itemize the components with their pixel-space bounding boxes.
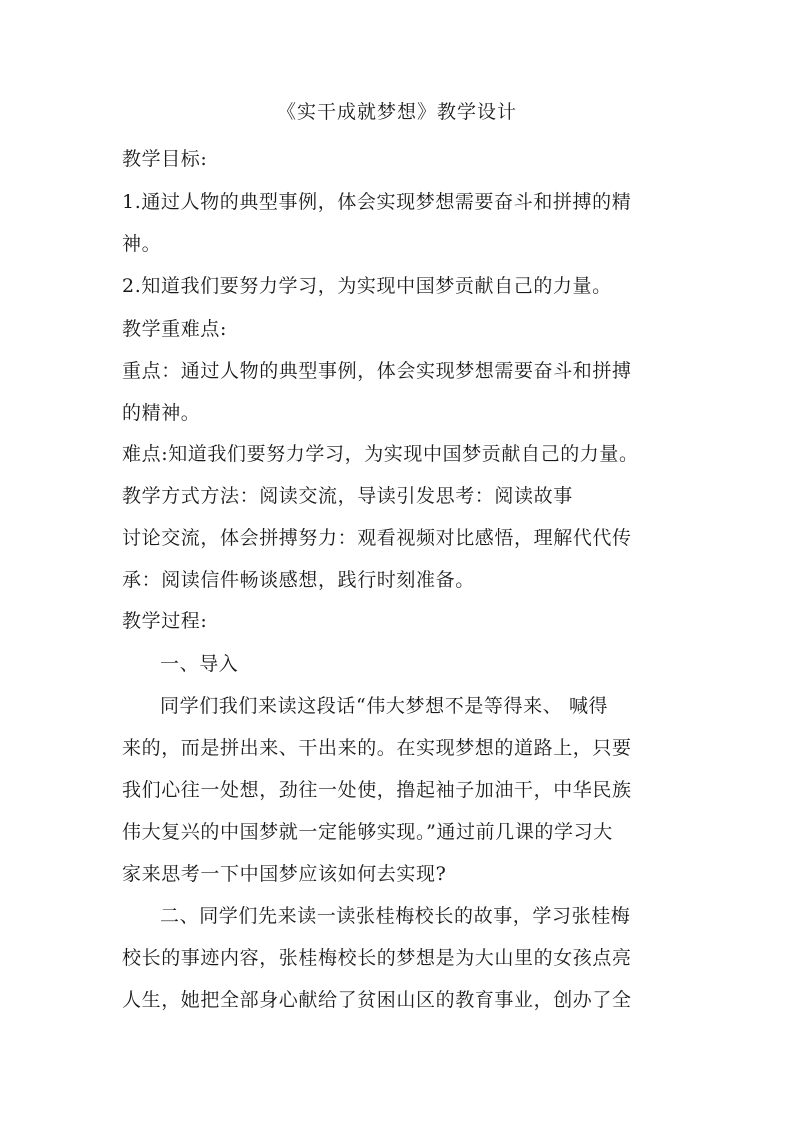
paragraph-line: 1.通过人物的典型事例，体会实现梦想需要奋斗和拼搏的精 — [122, 191, 632, 213]
paragraph-line: 讨论交流，体会拼搏努力：观看视频对比感悟，理解代代传 — [122, 527, 632, 549]
paragraph-line: 二、同学们先来读一读张桂梅校长的故事，学习张桂梅 — [160, 905, 631, 927]
paragraph-line: 的精神。 — [122, 402, 201, 424]
paragraph-line: 难点:知道我们要努力学习，为实现中国梦贡献自己的力量。 — [122, 443, 639, 465]
section-heading: 一、导入 — [160, 653, 239, 675]
heading-key-points: 教学重难点: — [122, 318, 228, 340]
paragraph-line: 承：阅读信件畅谈感想，践行时刻准备。 — [122, 569, 475, 591]
paragraph-line: 人生，她把全部身心献给了贫困山区的教育事业，创办了全 — [122, 989, 632, 1011]
paragraph-line: 我们心往一处想，劲往一处使，撸起袖子加油干，中华民族 — [122, 779, 632, 801]
heading-process: 教学过程: — [122, 610, 208, 632]
paragraph-line: 同学们我们来读这段话“伟大梦想不是等得来、 喊得 — [160, 695, 609, 717]
heading-objectives: 教学目标: — [122, 148, 208, 170]
paragraph-line: 校长的事迹内容，张桂梅校长的梦想是为大山里的女孩点亮 — [122, 947, 632, 969]
paragraph-line: 2.知道我们要努力学习，为实现中国梦贡献自己的力量。 — [122, 275, 612, 297]
paragraph-line: 重点：通过人物的典型事例，体会实现梦想需要奋斗和拼搏 — [122, 360, 632, 382]
paragraph-line: 神。 — [122, 233, 162, 255]
paragraph-line: 伟大复兴的中国梦就一定能够实现。”通过前几课的学习大 — [122, 821, 613, 843]
paragraph-line: 家来思考一下中国梦应该如何去实现? — [122, 863, 447, 885]
document-title: 《实干成就梦想》教学设计 — [276, 101, 517, 123]
paragraph-line: 教学方式方法：阅读交流，导读引发思考：阅读故事 — [122, 485, 573, 507]
paragraph-line: 来的，而是拼出来、干出来的。在实现梦想的道路上，只要 — [122, 737, 632, 759]
